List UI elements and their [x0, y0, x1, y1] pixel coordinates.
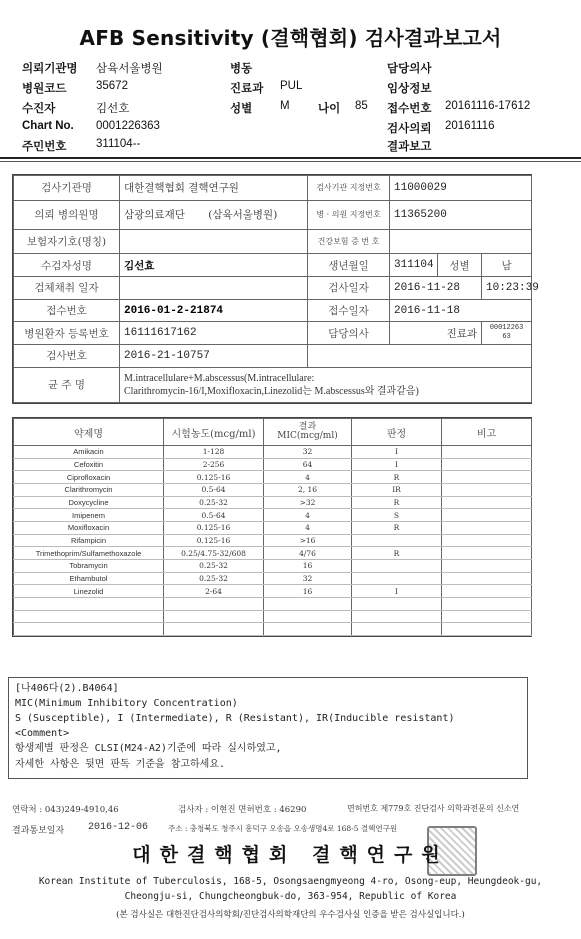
comment-line-5: 자세한 사항은 뒷면 판독 기준을 참고하세요.	[15, 759, 226, 770]
mic-result: 32	[264, 446, 352, 459]
health-label: 건강보험 증 번 호	[308, 229, 390, 254]
header-value: 35672	[96, 80, 128, 92]
test-range: 1-128	[164, 446, 264, 459]
interpretation	[352, 559, 442, 572]
req-value	[120, 200, 308, 229]
mic-result: 4	[264, 471, 352, 484]
test-range: 0.125-16	[164, 534, 264, 547]
table-row	[14, 572, 532, 585]
req-name: 삼광의료재단	[124, 209, 185, 222]
drug-name	[14, 597, 164, 610]
remark	[442, 610, 532, 623]
req-name-2: (삼육서울병원)	[208, 209, 278, 222]
mic-result	[264, 623, 352, 636]
bacteria-line-1: M.intracellulare+M.abscessus(M.intracellulare:	[124, 372, 315, 384]
table-row	[14, 610, 532, 623]
table-row	[14, 471, 532, 484]
notice-date: 2016-12-06	[88, 822, 149, 833]
inst-code-label: 검사기관 지정번호	[308, 176, 390, 201]
drug-name: Clarithromycin	[14, 483, 164, 496]
collect-value	[120, 277, 308, 300]
drug-name: Linezolid	[14, 585, 164, 598]
test-range: 0.125-16	[164, 521, 264, 534]
test-range: 0.5-64	[164, 483, 264, 496]
col-drug: 약제명	[14, 419, 164, 446]
bacteria-value	[120, 367, 532, 402]
collect-label: 검체채취 일자	[14, 277, 120, 300]
test-range: 0.25-32	[164, 572, 264, 585]
interpretation: R	[352, 496, 442, 509]
header-key: 수진자	[22, 103, 56, 115]
drug-name: Imipenem	[14, 509, 164, 522]
health-value	[390, 229, 532, 254]
remark	[442, 446, 532, 459]
header-key: Chart No.	[22, 120, 74, 132]
comment-line-1: MIC(Minimum Inhibitory Concentration)	[15, 698, 238, 709]
header-key: 진료과	[230, 83, 264, 95]
bacteria-label: 균 주 명	[14, 367, 120, 402]
drug-name: Rifampicin	[14, 534, 164, 547]
header-value: M	[280, 100, 290, 112]
col-note: 비고	[442, 419, 532, 446]
insured-label: 보험자기호(명칭)	[14, 229, 120, 254]
remark	[442, 496, 532, 509]
interpretation: R	[352, 521, 442, 534]
table-row	[14, 623, 532, 636]
examiner: 검사자 : 이현진 면허번호 : 46290	[178, 805, 307, 815]
table-row	[14, 547, 532, 560]
remark	[442, 559, 532, 572]
remark	[442, 483, 532, 496]
address-en-1: Korean Institute of Tuberculosis, 168-5, Osongsaengmyeong 4-ro, Osong-eup, Heungdeok-gu,	[38, 876, 543, 887]
remark	[442, 471, 532, 484]
comment-box	[8, 677, 528, 779]
header-value: PUL	[280, 80, 303, 92]
mic-result: 2, 16	[264, 483, 352, 496]
address-kr: 주소 : 충청북도 청주시 흥덕구 오송읍 오송생명4로 168-5 결핵연구원	[168, 824, 398, 833]
header-value: 20161116-17612	[445, 100, 531, 112]
mic-result: 16	[264, 585, 352, 598]
patient-name: 김선효	[120, 254, 308, 277]
header-value: 20161116	[445, 120, 495, 132]
header-value: 삼육서울병원	[96, 63, 163, 75]
drug-name: Ethambutol	[14, 572, 164, 585]
results-table	[12, 417, 532, 637]
test-range: 2-256	[164, 458, 264, 471]
test-range: 0.25/4.75-32/608	[164, 547, 264, 560]
col-range: 시험농도(mcg/ml)	[164, 419, 264, 446]
dob-label: 생년월일	[308, 254, 390, 277]
certification: (본 검사실은 대한진단검사의학회/진단검사의학재단의 우수검사실 인증을 받은 검사실입니다.)	[116, 910, 465, 920]
interpretation: R	[352, 471, 442, 484]
sex-label: 성별	[438, 254, 482, 277]
header-value: 85	[355, 100, 368, 112]
table-row	[14, 483, 532, 496]
comment-line-2: S (Susceptible), I (Intermediate), R (Resistant), IR(Inducible resistant)	[15, 713, 455, 724]
test-range: 0.25-32	[164, 559, 264, 572]
address-en-2: Cheongju-si, Chungcheongbuk-do, 363-954, Republic of Korea	[124, 891, 457, 902]
mic-result: >16	[264, 534, 352, 547]
header-divider	[0, 157, 581, 159]
table-row	[14, 597, 532, 610]
table-row	[14, 521, 532, 534]
req-code-label: 병 · 의원 지정번호	[308, 200, 390, 229]
dept-code: 00012263 63	[482, 322, 532, 345]
interpretation	[352, 610, 442, 623]
test-date: 2016-11-28	[390, 277, 482, 300]
header-value: 311104--	[96, 138, 141, 150]
test-time: 10:23:39	[482, 277, 532, 300]
interpretation: I	[352, 585, 442, 598]
table-row	[14, 585, 532, 598]
receipt-label: 접수번호	[14, 299, 120, 322]
drug-name: Moxifloxacin	[14, 521, 164, 534]
test-range	[164, 597, 264, 610]
mic-result: 32	[264, 572, 352, 585]
results-body	[14, 446, 532, 636]
test-no-label: 검사번호	[14, 345, 120, 368]
col-mic: 결과 MIC(mcg/ml)	[264, 419, 352, 446]
mic-result	[264, 610, 352, 623]
license: 면허번호 제779호 진단검사 의학과전문의 신소연	[347, 804, 520, 813]
remark	[442, 547, 532, 560]
inst-label: 검사기관명	[14, 176, 120, 201]
comment-line-4: 항생제별 판정은 CLSI(M24-A2)기준에 따라 실시하였고,	[15, 743, 282, 754]
dept-label: 진료과	[390, 322, 482, 345]
institute-name: 대한결핵협회 결핵연구원	[132, 844, 449, 866]
interpretation: S	[352, 509, 442, 522]
mic-result: >32	[264, 496, 352, 509]
inst-value: 대한결핵협회 결핵연구원	[120, 176, 308, 201]
interpretation: I	[352, 458, 442, 471]
test-range: 0.5-64	[164, 509, 264, 522]
receipt-date: 2016-11-18	[390, 299, 532, 322]
comment-line-3: <Comment>	[15, 728, 70, 739]
table-row	[14, 446, 532, 459]
drug-name: Cefoxitin	[14, 458, 164, 471]
report-title: AFB Sensitivity (결핵협회) 검사결과보고서	[79, 26, 502, 50]
table-row	[14, 509, 532, 522]
drug-name	[14, 623, 164, 636]
dob-value: 311104	[390, 254, 438, 277]
remark	[442, 597, 532, 610]
test-range	[164, 610, 264, 623]
remark	[442, 458, 532, 471]
test-range	[164, 623, 264, 636]
doctor-label: 담당의사	[308, 322, 390, 345]
interpretation	[352, 534, 442, 547]
table-row	[14, 496, 532, 509]
interpretation	[352, 597, 442, 610]
table-row	[14, 458, 532, 471]
header-key: 나이	[318, 103, 341, 115]
mic-result: 16	[264, 559, 352, 572]
drug-name: Trimethoprim/Sulfamethoxazole	[14, 547, 164, 560]
remark	[442, 585, 532, 598]
mic-result: 64	[264, 458, 352, 471]
mic-result	[264, 597, 352, 610]
header-key: 접수번호	[387, 103, 432, 115]
interpretation: R	[352, 547, 442, 560]
insured-value	[120, 229, 308, 254]
drug-name	[14, 610, 164, 623]
header-value: 김선호	[96, 103, 130, 115]
mic-result: 4	[264, 521, 352, 534]
remark	[442, 534, 532, 547]
header-key: 검사의뢰	[387, 123, 432, 135]
req-code: 11365200	[390, 200, 532, 229]
remark	[442, 521, 532, 534]
header-key: 주민번호	[22, 141, 67, 153]
interpretation: IR	[352, 483, 442, 496]
remark	[442, 509, 532, 522]
remark	[442, 572, 532, 585]
mic-result: 4/76	[264, 547, 352, 560]
contact: 연락처 : 043)249-4910,46	[12, 805, 119, 815]
drug-name: Amikacin	[14, 446, 164, 459]
comment-code: [나406다(2).B4064]	[15, 683, 119, 694]
test-no: 2016-21-10757	[120, 345, 308, 368]
remark	[442, 623, 532, 636]
test-range: 0.25-32	[164, 496, 264, 509]
table-row	[14, 559, 532, 572]
header-key: 성별	[230, 103, 253, 115]
test-date-label: 검사일자	[308, 277, 390, 300]
header-divider-thin	[0, 161, 581, 162]
test-range: 0.125-16	[164, 471, 264, 484]
interpretation: I	[352, 446, 442, 459]
notice-date-label: 결과통보일자	[12, 826, 65, 836]
table-row	[14, 534, 532, 547]
header-key: 결과보고	[387, 141, 432, 153]
header-key: 의뢰기관명	[22, 63, 78, 75]
drug-name: Doxycycline	[14, 496, 164, 509]
header-key: 임상정보	[387, 83, 432, 95]
interpretation	[352, 623, 442, 636]
header-key: 담당의사	[387, 63, 432, 75]
header-key: 병원코드	[22, 83, 67, 95]
header-key: 병동	[230, 63, 253, 75]
bacteria-line-2: Clarithromycin-16/I,Moxifloxacin,Linezolid는 M.abscessus와 결과같음)	[124, 385, 419, 397]
drug-name: Ciprofloxacin	[14, 471, 164, 484]
receipt-date-label: 접수일자	[308, 299, 390, 322]
reg-label: 병원환자 등록번호	[14, 322, 120, 345]
receipt-no: 2016-01-2-21874	[120, 299, 308, 322]
patient-label: 수검자성명	[14, 254, 120, 277]
reg-no: 16111617162	[120, 322, 308, 345]
inst-code: 11000029	[390, 176, 532, 201]
mic-result: 4	[264, 509, 352, 522]
request-form	[12, 174, 539, 404]
col-interp: 판정	[352, 419, 442, 446]
sex-value: 남	[482, 254, 532, 277]
test-no-empty	[308, 345, 532, 368]
test-range: 2-64	[164, 585, 264, 598]
interpretation	[352, 572, 442, 585]
header-value: 0001226363	[96, 120, 160, 132]
drug-name: Tobramycin	[14, 559, 164, 572]
req-label: 의뢰 병의원명	[14, 200, 120, 229]
